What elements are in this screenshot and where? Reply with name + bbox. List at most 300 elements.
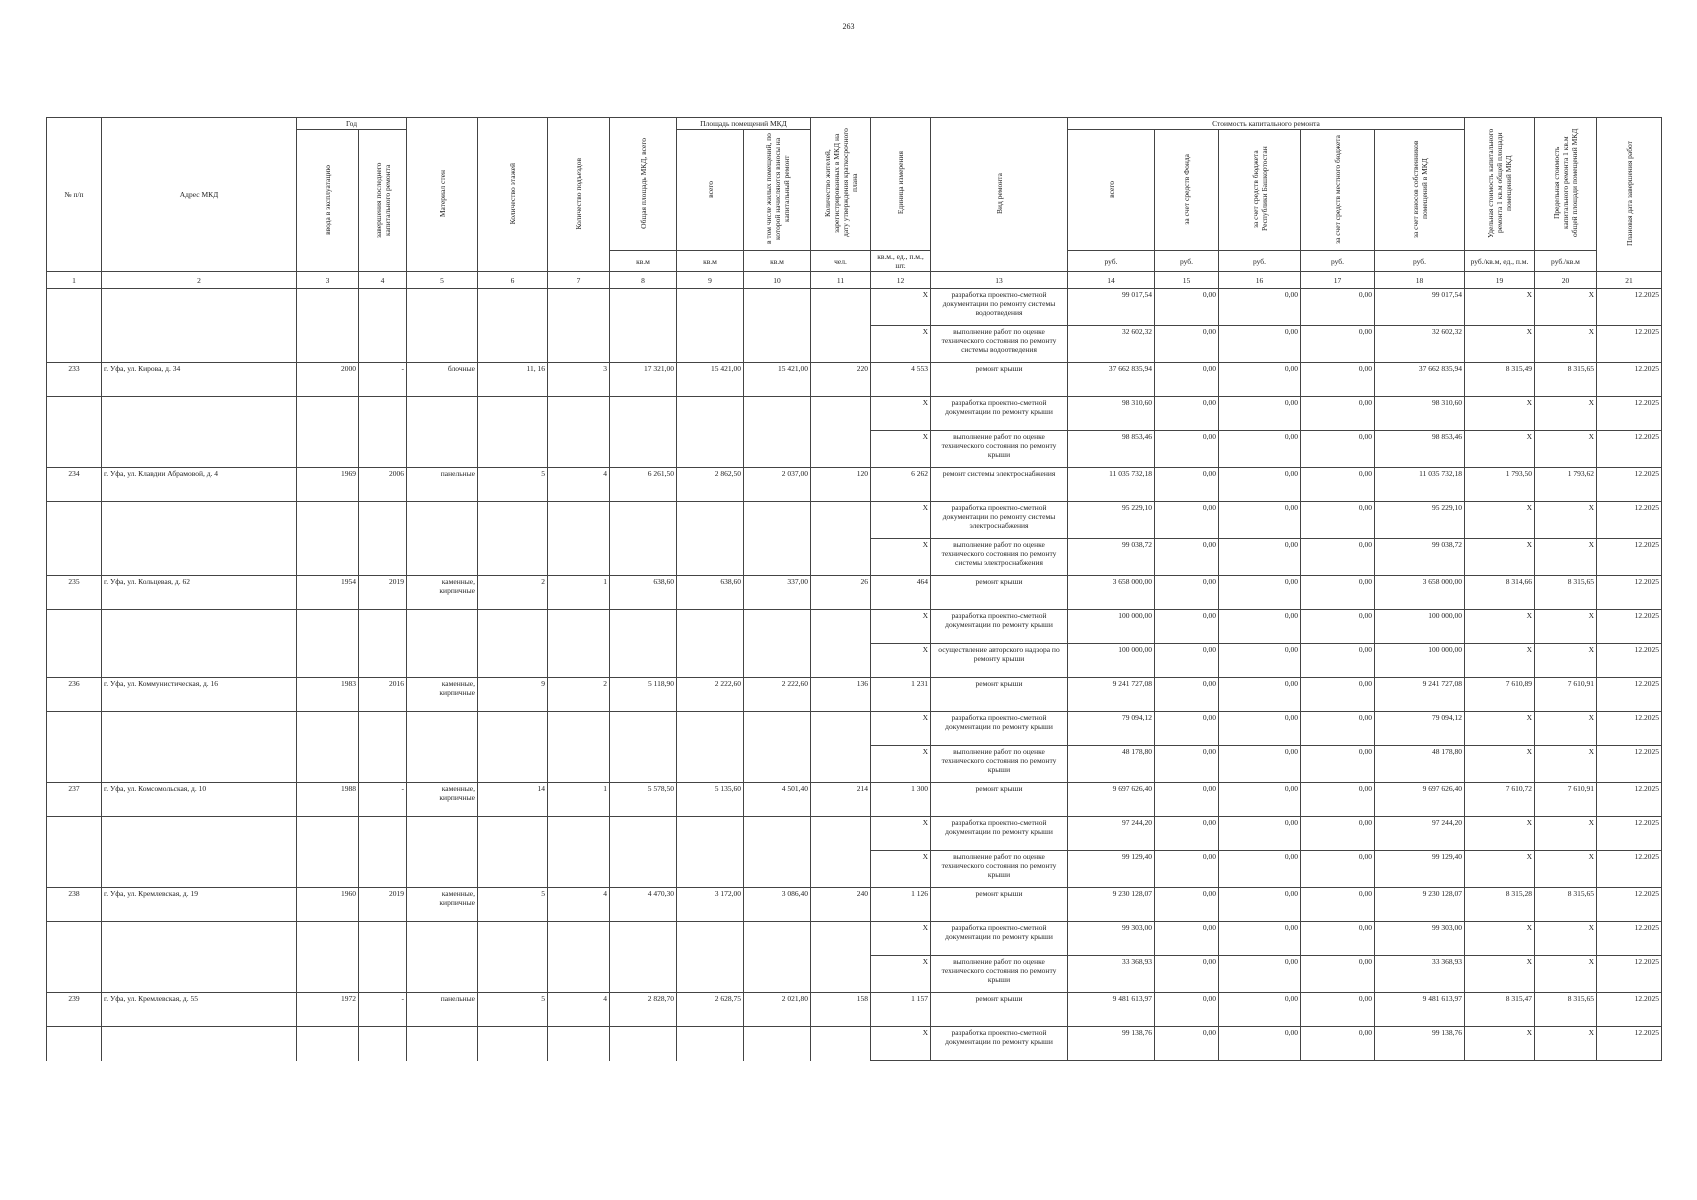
table-row	[47, 712, 1662, 746]
cell-row-number	[47, 539, 102, 576]
cell-cost-local: 0,00	[1301, 712, 1375, 746]
cell-plan-date: 12.2025	[1597, 746, 1662, 783]
table-row	[47, 363, 1662, 397]
cell-plan-date: 12.2025	[1597, 783, 1662, 817]
cell-unit-cost: X	[1465, 431, 1535, 468]
column-number: 6	[478, 272, 548, 289]
unit-rub3: руб.	[1219, 251, 1301, 272]
column-number: 16	[1219, 272, 1301, 289]
cell-floors	[478, 610, 548, 644]
cell-address	[102, 746, 297, 783]
cell-area-all	[677, 746, 744, 783]
cell-area-contrib	[744, 817, 811, 851]
cell-entrances	[548, 922, 610, 956]
header-wall: Материал стен	[407, 118, 478, 272]
cell-year-last-repair	[359, 502, 407, 539]
cell-floors	[478, 851, 548, 888]
cell-cost-republic: 0,00	[1219, 678, 1301, 712]
table-row	[47, 502, 1662, 539]
cell-total-area	[610, 712, 677, 746]
cell-year-last-repair	[359, 326, 407, 363]
cell-unit-value: X	[871, 746, 931, 783]
cell-cost-republic: 0,00	[1219, 539, 1301, 576]
cell-cost-total: 100 000,00	[1068, 644, 1155, 678]
cell-row-number	[47, 956, 102, 993]
cell-limit-cost: 8 315,65	[1535, 576, 1597, 610]
cell-total-area	[610, 644, 677, 678]
cell-limit-cost: 8 315,65	[1535, 888, 1597, 922]
cell-unit-value: X	[871, 851, 931, 888]
cell-address: г. Уфа, ул. Клавдии Абрамовой, д. 4	[102, 468, 297, 502]
cell-repair-type: разработка проектно-сметной документации по ремонту крыши	[931, 712, 1068, 746]
cell-plan-date: 12.2025	[1597, 644, 1662, 678]
cell-address	[102, 502, 297, 539]
column-number: 21	[1597, 272, 1662, 289]
cell-cost-republic: 0,00	[1219, 431, 1301, 468]
cell-cost-republic: 0,00	[1219, 576, 1301, 610]
cell-address	[102, 289, 297, 326]
cell-repair-type: разработка проектно-сметной документации по ремонту системы электроснабжения	[931, 502, 1068, 539]
cell-wall-material	[407, 326, 478, 363]
cell-cost-local: 0,00	[1301, 888, 1375, 922]
cell-total-area	[610, 502, 677, 539]
cell-year-last-repair: -	[359, 993, 407, 1027]
table-row	[47, 610, 1662, 644]
cell-total-area: 17 321,00	[610, 363, 677, 397]
cell-year-built: 1969	[297, 468, 359, 502]
cell-cost-local: 0,00	[1301, 1027, 1375, 1061]
cell-cost-fund: 0,00	[1155, 817, 1219, 851]
header-fund: за счет средств Фонда	[1155, 130, 1219, 251]
cell-total-area: 2 828,70	[610, 993, 677, 1027]
cell-limit-cost: X	[1535, 326, 1597, 363]
cell-area-all	[677, 851, 744, 888]
cell-floors	[478, 289, 548, 326]
cell-area-contrib: 3 086,40	[744, 888, 811, 922]
cell-cost-fund: 0,00	[1155, 956, 1219, 993]
cell-area-contrib: 2 021,80	[744, 993, 811, 1027]
cell-address	[102, 1027, 297, 1061]
cell-row-number	[47, 431, 102, 468]
cell-plan-date: 12.2025	[1597, 993, 1662, 1027]
cell-unit-cost: 7 610,72	[1465, 783, 1535, 817]
cell-cost-republic: 0,00	[1219, 1027, 1301, 1061]
header-area-all: всего	[677, 130, 744, 251]
cell-cost-owners: 99 017,54	[1375, 289, 1465, 326]
cell-unit-cost: 8 315,28	[1465, 888, 1535, 922]
cell-cost-fund: 0,00	[1155, 610, 1219, 644]
cell-cost-owners: 98 853,46	[1375, 431, 1465, 468]
cell-cost-local: 0,00	[1301, 851, 1375, 888]
cell-cost-republic: 0,00	[1219, 993, 1301, 1027]
cell-floors	[478, 922, 548, 956]
cell-unit-cost: 8 315,47	[1465, 993, 1535, 1027]
cell-cost-total: 99 038,72	[1068, 539, 1155, 576]
header-area-group: Площадь помещений МКД	[677, 118, 811, 130]
cell-area-contrib: 2 222,60	[744, 678, 811, 712]
cell-unit-value: X	[871, 539, 931, 576]
cell-cost-local: 0,00	[1301, 363, 1375, 397]
cell-cost-fund: 0,00	[1155, 326, 1219, 363]
cell-address: г. Уфа, ул. Кремлевская, д. 19	[102, 888, 297, 922]
cell-repair-type: выполнение работ по оценке технического состояния по ремонту крыши	[931, 746, 1068, 783]
cell-cost-owners: 32 602,32	[1375, 326, 1465, 363]
cell-address	[102, 851, 297, 888]
cell-wall-material	[407, 610, 478, 644]
cell-year-built	[297, 817, 359, 851]
cell-cost-republic: 0,00	[1219, 289, 1301, 326]
cell-repair-type: выполнение работ по оценке технического состояния по ремонту крыши	[931, 851, 1068, 888]
cell-cost-owners: 9 697 626,40	[1375, 783, 1465, 817]
cell-area-all	[677, 397, 744, 431]
cell-wall-material	[407, 397, 478, 431]
cell-repair-type: разработка проектно-сметной документации по ремонту крыши	[931, 1027, 1068, 1061]
cell-entrances: 4	[548, 468, 610, 502]
unit-rubkv: руб./кв.м, ед., п.м.	[1465, 251, 1535, 272]
cell-area-all: 5 135,60	[677, 783, 744, 817]
cell-area-all: 2 628,75	[677, 993, 744, 1027]
cell-residents	[811, 326, 871, 363]
cell-unit-value: 1 300	[871, 783, 931, 817]
cell-unit-cost: X	[1465, 712, 1535, 746]
cell-cost-owners: 99 138,76	[1375, 1027, 1465, 1061]
cell-floors	[478, 956, 548, 993]
header-entrances: Количество подъездов	[548, 118, 610, 272]
cell-repair-type: осуществление авторского надзора по ремонту крыши	[931, 644, 1068, 678]
cell-cost-republic: 0,00	[1219, 644, 1301, 678]
cell-floors: 11, 16	[478, 363, 548, 397]
cell-year-last-repair: 2019	[359, 888, 407, 922]
cell-wall-material	[407, 817, 478, 851]
header-unit-cost: Удельная стоимость капитального ремонта 1 кв.м общей площади помещений МКД	[1465, 118, 1535, 251]
cell-unit-cost: X	[1465, 746, 1535, 783]
cell-area-contrib	[744, 502, 811, 539]
column-number: 13	[931, 272, 1068, 289]
cell-unit-cost: 8 315,49	[1465, 363, 1535, 397]
header-no: № п/п	[47, 118, 102, 272]
cell-unit-value: X	[871, 397, 931, 431]
column-number: 14	[1068, 272, 1155, 289]
cell-wall-material	[407, 712, 478, 746]
cell-address: г. Уфа, ул. Кирова, д. 34	[102, 363, 297, 397]
cell-limit-cost: X	[1535, 431, 1597, 468]
cell-entrances: 4	[548, 888, 610, 922]
cell-cost-republic: 0,00	[1219, 746, 1301, 783]
cell-year-last-repair	[359, 1027, 407, 1061]
cell-entrances: 4	[548, 993, 610, 1027]
cell-floors: 5	[478, 888, 548, 922]
cell-year-last-repair: -	[359, 783, 407, 817]
cell-cost-owners: 100 000,00	[1375, 644, 1465, 678]
cell-repair-type: разработка проектно-сметной документации по ремонту системы водоотведения	[931, 289, 1068, 326]
cell-year-built: 1988	[297, 783, 359, 817]
cell-area-all	[677, 922, 744, 956]
cell-cost-fund: 0,00	[1155, 289, 1219, 326]
table-row	[47, 576, 1662, 610]
table-row	[47, 644, 1662, 678]
cell-year-last-repair: 2016	[359, 678, 407, 712]
cell-entrances	[548, 502, 610, 539]
cell-cost-total: 99 017,54	[1068, 289, 1155, 326]
cell-area-all	[677, 502, 744, 539]
cell-year-last-repair	[359, 712, 407, 746]
cell-cost-fund: 0,00	[1155, 851, 1219, 888]
header-year-built: ввода в эксплуатацию	[297, 130, 359, 272]
unit-rubkv2: руб./кв.м	[1535, 251, 1597, 272]
cell-repair-type: разработка проектно-сметной документации по ремонту крыши	[931, 610, 1068, 644]
cell-cost-total: 9 241 727,08	[1068, 678, 1155, 712]
cell-area-contrib	[744, 956, 811, 993]
table-row	[47, 1027, 1662, 1061]
unit-rub4: руб.	[1301, 251, 1375, 272]
cell-cost-owners: 98 310,60	[1375, 397, 1465, 431]
column-number: 10	[744, 272, 811, 289]
header-area-contrib: в том числе жилых помещений, по которой начисляются взносы на капитальный ремонт	[744, 130, 811, 251]
cell-unit-value: 1 231	[871, 678, 931, 712]
cell-entrances: 3	[548, 363, 610, 397]
cell-cost-total: 48 178,80	[1068, 746, 1155, 783]
cell-address	[102, 956, 297, 993]
cell-cost-republic: 0,00	[1219, 468, 1301, 502]
cell-residents	[811, 644, 871, 678]
cell-cost-owners: 99 038,72	[1375, 539, 1465, 576]
cell-floors	[478, 431, 548, 468]
cell-year-built	[297, 502, 359, 539]
cell-entrances	[548, 1027, 610, 1061]
cell-cost-owners: 33 368,93	[1375, 956, 1465, 993]
cell-residents	[811, 539, 871, 576]
column-number: 12	[871, 272, 931, 289]
cell-unit-cost: X	[1465, 502, 1535, 539]
cell-unit-value: X	[871, 644, 931, 678]
cell-area-all: 638,60	[677, 576, 744, 610]
column-number: 5	[407, 272, 478, 289]
cell-plan-date: 12.2025	[1597, 817, 1662, 851]
cell-cost-local: 0,00	[1301, 610, 1375, 644]
unit-kv3: кв.м	[744, 251, 811, 272]
cell-limit-cost: X	[1535, 817, 1597, 851]
cell-row-number	[47, 1027, 102, 1061]
cell-cost-local: 0,00	[1301, 468, 1375, 502]
header-floors: Количество этажей	[478, 118, 548, 272]
column-number: 9	[677, 272, 744, 289]
cell-plan-date: 12.2025	[1597, 610, 1662, 644]
cell-residents: 26	[811, 576, 871, 610]
cell-repair-type: ремонт крыши	[931, 678, 1068, 712]
cell-cost-republic: 0,00	[1219, 922, 1301, 956]
cell-area-contrib	[744, 746, 811, 783]
cell-row-number: 233	[47, 363, 102, 397]
cell-entrances	[548, 431, 610, 468]
cell-area-contrib	[744, 851, 811, 888]
cell-entrances	[548, 851, 610, 888]
cell-cost-fund: 0,00	[1155, 644, 1219, 678]
cell-year-built: 1972	[297, 993, 359, 1027]
cell-row-number	[47, 712, 102, 746]
column-numbers-row	[47, 272, 1662, 289]
cell-floors: 14	[478, 783, 548, 817]
cell-area-contrib	[744, 326, 811, 363]
cell-cost-fund: 0,00	[1155, 746, 1219, 783]
cell-plan-date: 12.2025	[1597, 576, 1662, 610]
cell-cost-total: 99 138,76	[1068, 1027, 1155, 1061]
cell-floors	[478, 817, 548, 851]
cell-unit-value: 1 157	[871, 993, 931, 1027]
cell-floors	[478, 397, 548, 431]
cell-unit-value: X	[871, 326, 931, 363]
cell-area-contrib: 15 421,00	[744, 363, 811, 397]
header-date: Плановая дата завершения работ	[1597, 118, 1662, 272]
cell-cost-republic: 0,00	[1219, 712, 1301, 746]
cell-unit-value: X	[871, 817, 931, 851]
cell-address: г. Уфа, ул. Кремлевская, д. 55	[102, 993, 297, 1027]
cell-repair-type: разработка проектно-сметной документации по ремонту крыши	[931, 922, 1068, 956]
cell-unit-value: X	[871, 712, 931, 746]
cell-area-contrib	[744, 922, 811, 956]
header-year-last: завершения последнего капитального ремонта	[359, 130, 407, 272]
cell-cost-local: 0,00	[1301, 817, 1375, 851]
column-number: 15	[1155, 272, 1219, 289]
cell-residents: 158	[811, 993, 871, 1027]
cell-wall-material	[407, 851, 478, 888]
cell-row-number	[47, 397, 102, 431]
cell-repair-type: ремонт системы электроснабжения	[931, 468, 1068, 502]
cell-unit-cost: X	[1465, 644, 1535, 678]
cell-cost-republic: 0,00	[1219, 502, 1301, 539]
cell-floors	[478, 746, 548, 783]
table-row	[47, 397, 1662, 431]
cell-cost-total: 37 662 835,94	[1068, 363, 1155, 397]
cell-limit-cost: X	[1535, 644, 1597, 678]
cell-area-all	[677, 539, 744, 576]
header-republic: за счет средств бюджета Республики Башкортостан	[1219, 130, 1301, 251]
cell-plan-date: 12.2025	[1597, 956, 1662, 993]
cell-cost-local: 0,00	[1301, 539, 1375, 576]
cell-residents	[811, 712, 871, 746]
cell-cost-total: 99 129,40	[1068, 851, 1155, 888]
cell-address	[102, 817, 297, 851]
cell-row-number	[47, 289, 102, 326]
column-number: 17	[1301, 272, 1375, 289]
cell-entrances	[548, 539, 610, 576]
cell-area-all: 2 222,60	[677, 678, 744, 712]
cell-address	[102, 610, 297, 644]
cell-entrances	[548, 326, 610, 363]
cell-row-number	[47, 502, 102, 539]
cell-residents	[811, 397, 871, 431]
cell-cost-republic: 0,00	[1219, 326, 1301, 363]
cell-residents	[811, 610, 871, 644]
cell-limit-cost: X	[1535, 712, 1597, 746]
cell-cost-fund: 0,00	[1155, 783, 1219, 817]
cell-repair-type: ремонт крыши	[931, 993, 1068, 1027]
table-row	[47, 468, 1662, 502]
cell-area-all: 2 862,50	[677, 468, 744, 502]
cell-row-number	[47, 851, 102, 888]
cell-cost-owners: 97 244,20	[1375, 817, 1465, 851]
cell-residents	[811, 746, 871, 783]
table-row	[47, 289, 1662, 326]
cell-cost-owners: 48 178,80	[1375, 746, 1465, 783]
cell-cost-local: 0,00	[1301, 502, 1375, 539]
cell-row-number: 239	[47, 993, 102, 1027]
cell-year-last-repair	[359, 539, 407, 576]
cell-row-number	[47, 644, 102, 678]
cell-unit-value: X	[871, 1027, 931, 1061]
table-row	[47, 326, 1662, 363]
cell-floors	[478, 502, 548, 539]
cell-total-area	[610, 956, 677, 993]
cell-area-contrib	[744, 610, 811, 644]
cell-unit-cost: X	[1465, 397, 1535, 431]
cell-row-number: 237	[47, 783, 102, 817]
header-cost-total: всего	[1068, 130, 1155, 251]
cell-cost-owners: 9 230 128,07	[1375, 888, 1465, 922]
cell-wall-material: каменные, кирпичные	[407, 888, 478, 922]
cell-total-area	[610, 746, 677, 783]
cell-year-last-repair	[359, 644, 407, 678]
cell-cost-total: 97 244,20	[1068, 817, 1155, 851]
cell-cost-local: 0,00	[1301, 326, 1375, 363]
cell-year-built	[297, 956, 359, 993]
table-row	[47, 851, 1662, 888]
column-number: 8	[610, 272, 677, 289]
table-row	[47, 888, 1662, 922]
cell-address	[102, 922, 297, 956]
cell-limit-cost: X	[1535, 956, 1597, 993]
cell-year-last-repair: 2006	[359, 468, 407, 502]
cell-plan-date: 12.2025	[1597, 502, 1662, 539]
cell-plan-date: 12.2025	[1597, 922, 1662, 956]
cell-floors	[478, 712, 548, 746]
cell-wall-material	[407, 644, 478, 678]
cell-repair-type: разработка проектно-сметной документации по ремонту крыши	[931, 397, 1068, 431]
cell-cost-total: 32 602,32	[1068, 326, 1155, 363]
cell-residents	[811, 817, 871, 851]
cell-unit-value: 464	[871, 576, 931, 610]
cell-plan-date: 12.2025	[1597, 678, 1662, 712]
capital-repair-table	[46, 117, 1662, 1061]
cell-unit-cost: 8 314,66	[1465, 576, 1535, 610]
cell-residents	[811, 289, 871, 326]
cell-row-number	[47, 817, 102, 851]
cell-unit-cost: X	[1465, 922, 1535, 956]
cell-wall-material	[407, 746, 478, 783]
cell-cost-owners: 95 229,10	[1375, 502, 1465, 539]
cell-residents	[811, 502, 871, 539]
cell-entrances: 2	[548, 678, 610, 712]
cell-cost-fund: 0,00	[1155, 1027, 1219, 1061]
cell-area-contrib	[744, 431, 811, 468]
cell-row-number: 234	[47, 468, 102, 502]
cell-cost-republic: 0,00	[1219, 956, 1301, 993]
cell-year-built	[297, 539, 359, 576]
column-number: 11	[811, 272, 871, 289]
table-row	[47, 678, 1662, 712]
cell-year-built	[297, 431, 359, 468]
cell-area-all	[677, 1027, 744, 1061]
cell-cost-total: 99 303,00	[1068, 922, 1155, 956]
table-row	[47, 993, 1662, 1027]
cell-year-built	[297, 922, 359, 956]
cell-residents	[811, 922, 871, 956]
cell-area-all: 15 421,00	[677, 363, 744, 397]
cell-residents: 136	[811, 678, 871, 712]
cell-year-last-repair	[359, 922, 407, 956]
cell-year-built	[297, 610, 359, 644]
cell-year-last-repair: 2019	[359, 576, 407, 610]
cell-repair-type: выполнение работ по оценке технического состояния по ремонту системы электроснабжения	[931, 539, 1068, 576]
